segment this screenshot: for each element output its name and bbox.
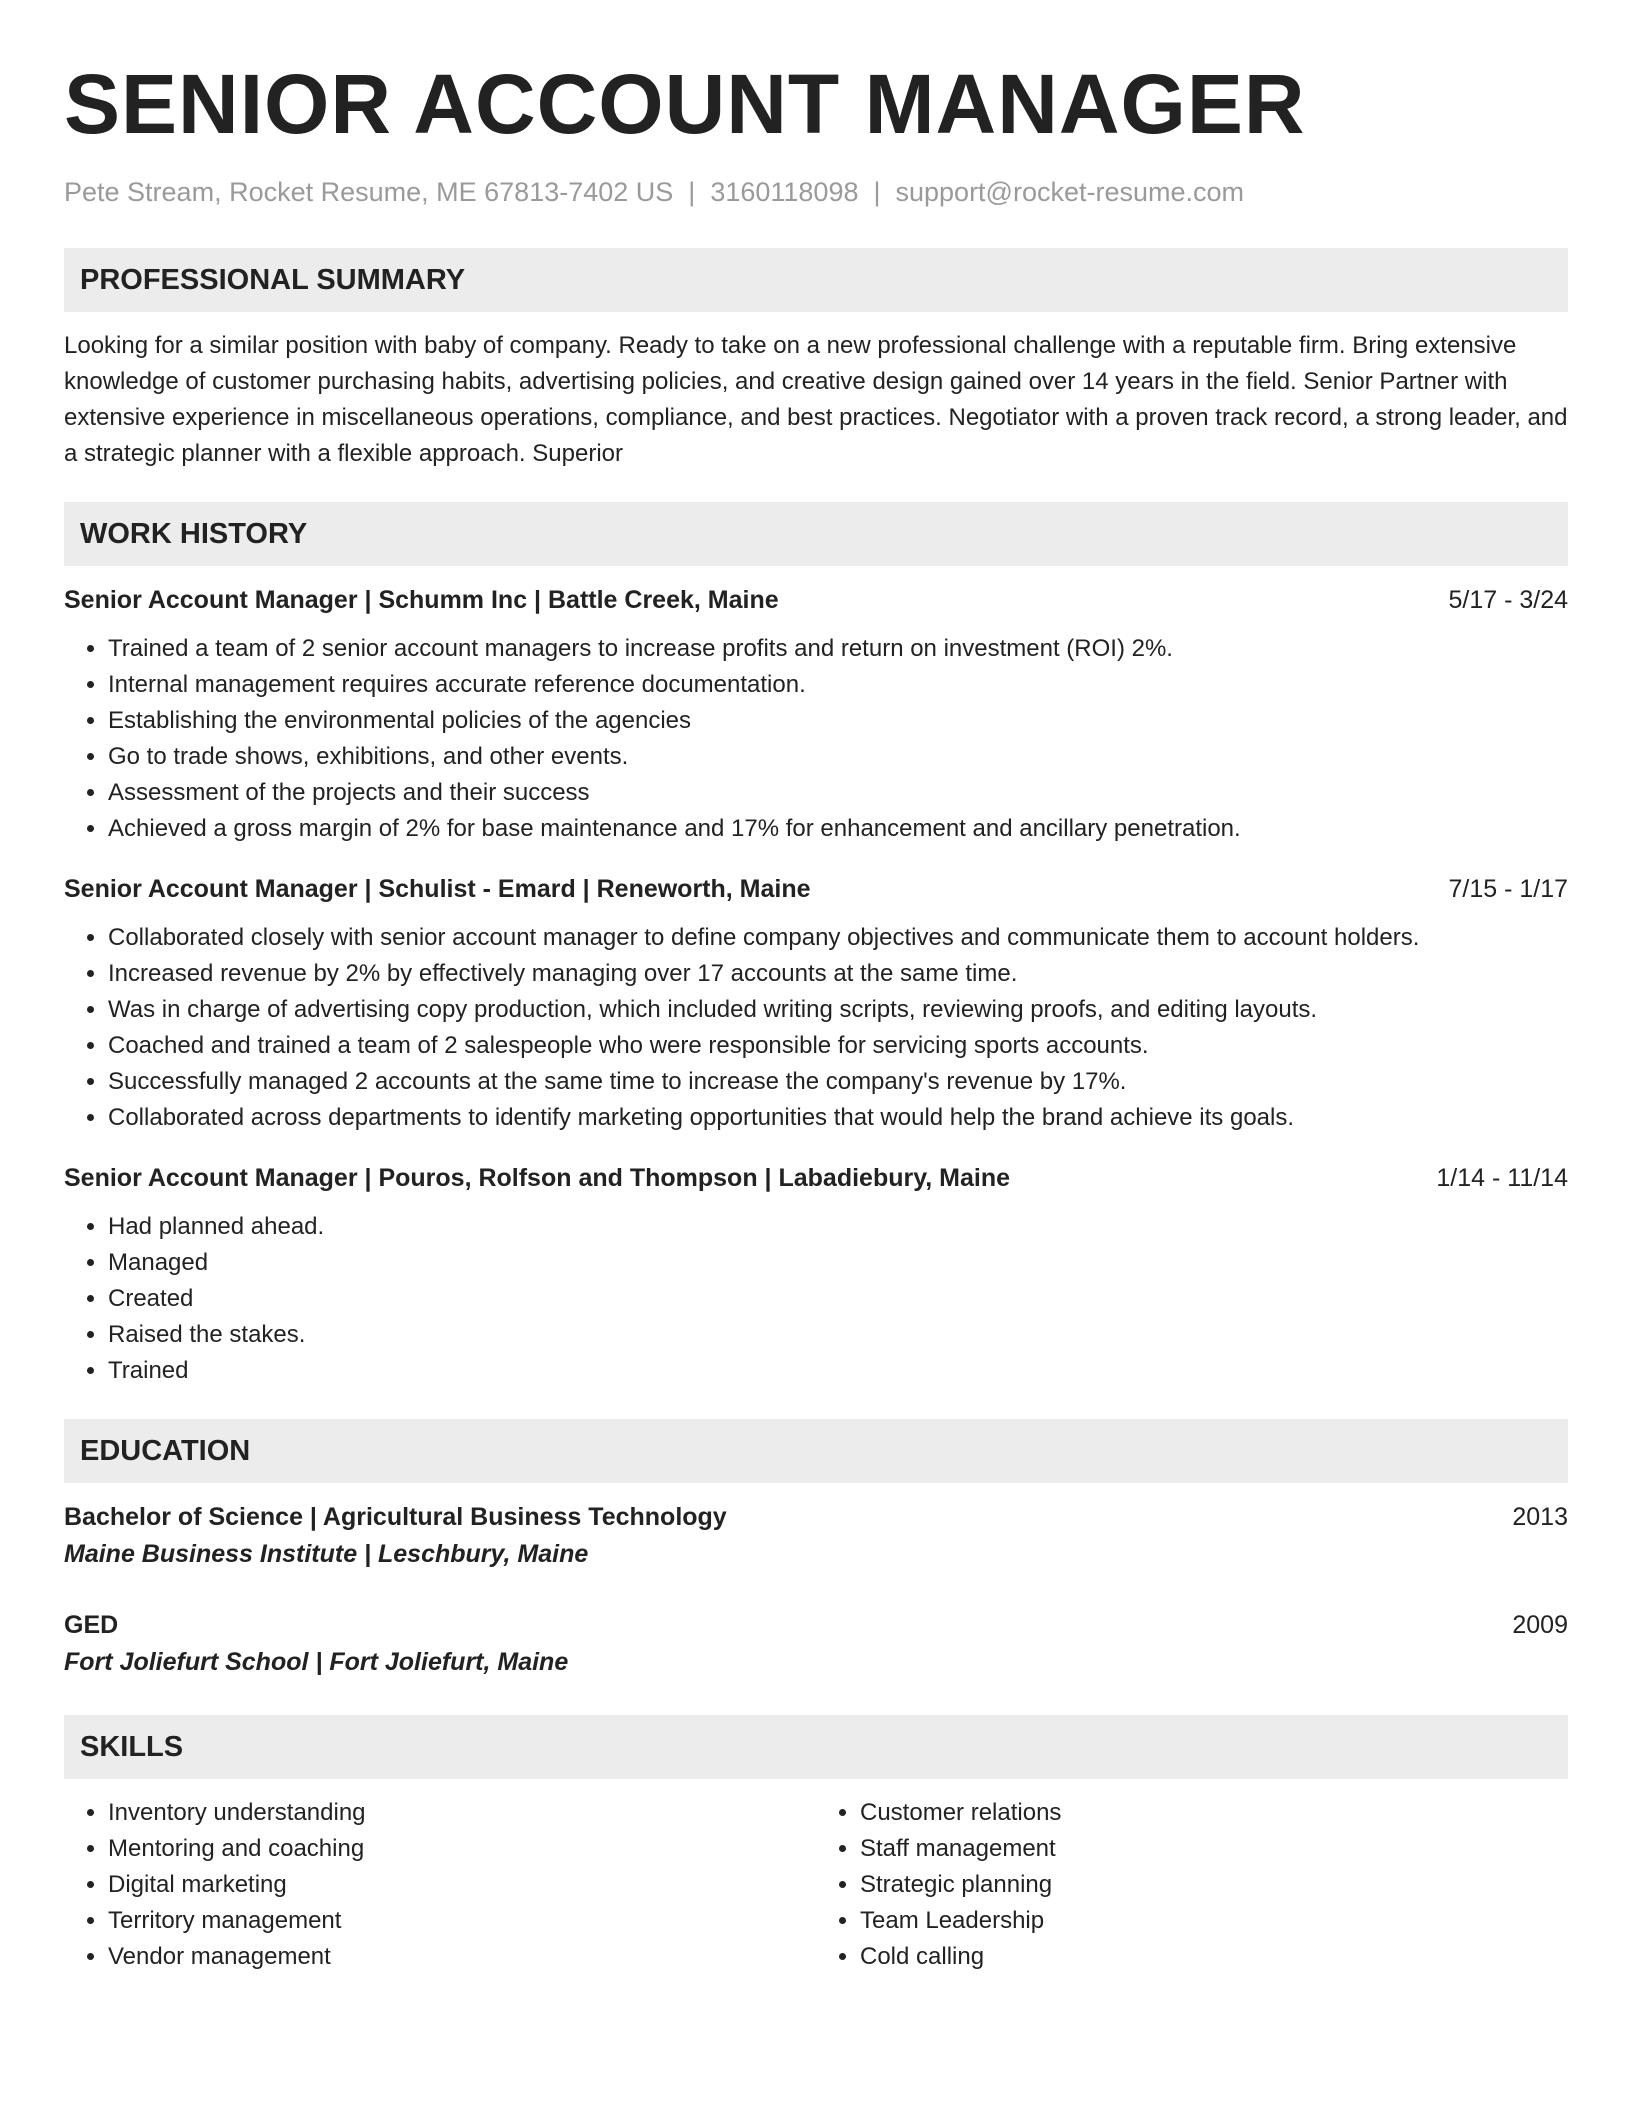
skills-list-left (64, 1795, 816, 1975)
list-item: • Inventory understanding (108, 1795, 816, 1831)
education-entry (64, 1607, 1568, 1681)
job-title: Senior Account Manager | Schumm Inc | Battle Creek, Maine (64, 586, 779, 614)
list-item: • Customer relations (860, 1795, 1568, 1831)
job-entry (64, 871, 1568, 1136)
education-degree: GED (64, 1611, 119, 1639)
job-title: Senior Account Manager | Schulist - Emard | Reneworth, Maine (64, 875, 811, 903)
job-bullets (64, 920, 1568, 1136)
list-item: • Cold calling (860, 1939, 1568, 1975)
education-school: Fort Joliefurt School | Fort Joliefurt, Maine (64, 1648, 569, 1676)
section-header-skills: SKILLS (64, 1715, 1568, 1779)
list-item: • Managed (108, 1245, 1568, 1281)
contact-address: Pete Stream, Rocket Resume, ME 67813-7402 US (64, 177, 674, 207)
list-item: • Team Leadership (860, 1903, 1568, 1939)
section-header-summary: PROFESSIONAL SUMMARY (64, 248, 1568, 312)
summary-text: Looking for a similar position with baby of company. Ready to take on a new professional challenge with a reputable firm. Bring extensive knowledge of customer purchasing habits, advertising policies, and creative design gained over 14 years in the field. Senior Partner with extensive experience in miscellaneous operations, compliance, and best practices. Negotiator with a proven track record, a strong leader, and a strategic planner with a flexible approach. Superior (64, 332, 1568, 467)
job-header (64, 582, 1568, 618)
contact-separator: | (688, 177, 696, 207)
list-item: • Strategic planning (860, 1867, 1568, 1903)
list-item: • Assessment of the projects and their success (108, 775, 1568, 811)
education-header (64, 1607, 1568, 1643)
education-entry (64, 1499, 1568, 1573)
list-item: • Digital marketing (108, 1867, 816, 1903)
list-item: • Go to trade shows, exhibitions, and other events. (108, 739, 1568, 775)
list-item: • Coached and trained a team of 2 salespeople who were responsible for servicing sports accounts. (108, 1028, 1568, 1064)
list-item: • Internal management requires accurate reference documentation. (108, 667, 1568, 703)
contact-line (64, 174, 1568, 210)
list-item: • Created (108, 1281, 1568, 1317)
job-bullets (64, 631, 1568, 847)
education-header (64, 1499, 1568, 1535)
skills-columns (64, 1779, 1568, 1975)
list-item: • Staff management (860, 1831, 1568, 1867)
job-dates: 7/15 - 1/17 (1448, 875, 1568, 903)
contact-separator: | (873, 177, 881, 207)
list-item: • Achieved a gross margin of 2% for base maintenance and 17% for enhancement and ancillary penetration. (108, 811, 1568, 847)
education-school: Maine Business Institute | Leschbury, Maine (64, 1540, 589, 1568)
section-header-education: EDUCATION (64, 1419, 1568, 1483)
list-item: • Trained a team of 2 senior account managers to increase profits and return on investment (ROI) 2%. (108, 631, 1568, 667)
section-header-work-history: WORK HISTORY (64, 502, 1568, 566)
contact-phone: 3160118098 (710, 177, 859, 207)
list-item: • Trained (108, 1353, 1568, 1389)
job-entry (64, 582, 1568, 847)
list-item: • Territory management (108, 1903, 816, 1939)
job-header (64, 1160, 1568, 1196)
job-header (64, 871, 1568, 907)
list-item: • Raised the stakes. (108, 1317, 1568, 1353)
list-item: • Mentoring and coaching (108, 1831, 816, 1867)
list-item: • Increased revenue by 2% by effectively managing over 17 accounts at the same time. (108, 956, 1568, 992)
list-item: • Successfully managed 2 accounts at the same time to increase the company's revenue by 17%. (108, 1064, 1568, 1100)
job-dates: 5/17 - 3/24 (1448, 586, 1568, 614)
list-item: • Vendor management (108, 1939, 816, 1975)
list-item: • Collaborated closely with senior account manager to define company objectives and communicate them to account holders. (108, 920, 1568, 956)
job-title: Senior Account Manager | Pouros, Rolfson and Thompson | Labadiebury, Maine (64, 1164, 1011, 1192)
list-item: • Had planned ahead. (108, 1209, 1568, 1245)
skills-list-right (816, 1795, 1568, 1975)
contact-email: support@rocket-resume.com (895, 177, 1245, 207)
job-dates: 1/14 - 11/14 (1436, 1164, 1568, 1192)
education-year: 2013 (1512, 1503, 1568, 1531)
list-item: • Establishing the environmental policies of the agencies (108, 703, 1568, 739)
education-degree: Bachelor of Science | Agricultural Business Technology (64, 1503, 727, 1531)
resume-name-title: SENIOR ACCOUNT MANAGER (64, 57, 1306, 151)
list-item: • Collaborated across departments to identify marketing opportunities that would help the brand achieve its goals. (108, 1100, 1568, 1136)
list-item: • Was in charge of advertising copy production, which included writing scripts, reviewing proofs, and editing layouts. (108, 992, 1568, 1028)
education-year: 2009 (1512, 1611, 1568, 1639)
job-entry (64, 1160, 1568, 1389)
job-bullets (64, 1209, 1568, 1389)
